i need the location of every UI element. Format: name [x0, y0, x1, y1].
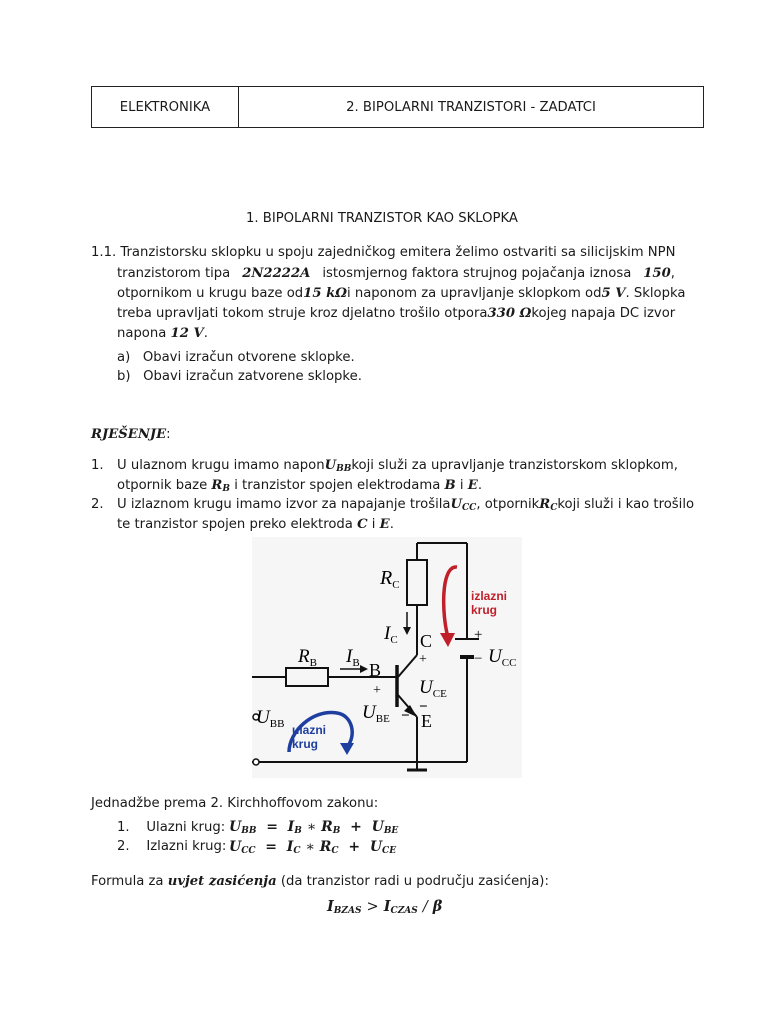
symbol-u: U — [450, 497, 462, 512]
formula-text: (da tranzistor radi u području zasićenja): — [280, 874, 549, 889]
solution-text: i — [459, 478, 464, 493]
ubb-value: 5 V — [601, 286, 626, 301]
list-number: 2. — [117, 839, 130, 854]
symbol-e: E — [467, 478, 478, 493]
symbol-e: E — [379, 517, 390, 532]
terminal-ubb-bottom — [253, 759, 259, 765]
label-izlazni-krug: krug — [471, 603, 498, 617]
solution-text: , otpornik — [476, 497, 540, 512]
header-title: 2. BIPOLARNI TRANZISTORI - ZADATCI — [346, 99, 596, 115]
label-ulazni: ulazni — [292, 723, 327, 737]
label-uce: $U_{CE}$ — [419, 677, 447, 700]
symbol-sub: BB — [336, 464, 352, 474]
header-subject: ELEKTRONIKA — [92, 87, 239, 127]
task-line-1 — [91, 245, 675, 260]
label-ucc: $U_{CC}$ — [488, 646, 517, 669]
solution-text: . — [477, 478, 483, 493]
solution-text: U ulaznom krugu imamo napon — [117, 458, 325, 473]
task-line-2: tranzistorom tipa 2N2222A istosmjernog faktora strujnog pojačanja iznosa 150, — [117, 266, 675, 281]
list-number: 2. — [91, 497, 104, 512]
label-ucc-minus: − — [474, 651, 483, 667]
task-text: tranzistorom tipa — [117, 266, 231, 281]
label-uce-minus: − — [419, 699, 428, 715]
solution-p1-text2 — [117, 478, 482, 494]
label-ube-plus: + — [373, 683, 381, 698]
label-ucc-plus: + — [474, 627, 483, 643]
task-text-1: Tranzistorsku sklopku u spoju zajedničkog emitera želimo ostvariti sa silicijskim NPN — [120, 245, 676, 260]
saturation-formula: $I_{BZAS} > I_{CZAS} / \beta$ — [327, 898, 443, 916]
task-number: 1.1. — [91, 245, 117, 260]
symbol-r: R — [211, 478, 223, 493]
symbol-sub: C — [550, 503, 558, 513]
task-text: . Sklopka — [625, 286, 686, 301]
rc-value: 330 Ω — [487, 306, 532, 321]
formula-intro — [91, 874, 549, 889]
task-line-5 — [117, 326, 208, 341]
task-text: napona — [117, 326, 167, 341]
label-uce-plus: + — [419, 652, 427, 667]
label-c: C — [420, 631, 433, 651]
label-rc: $R_C$ — [380, 567, 400, 591]
kirchhoff-intro: Jednadžbe prema 2. Kirchhoffovom zakonu: — [91, 796, 379, 811]
subtask-label: b) — [117, 369, 131, 384]
label-ib: $I_B$ — [346, 646, 360, 669]
equation-label: Izlazni krug: — [146, 839, 227, 854]
label-izlazni: izlazni — [471, 589, 508, 603]
header-table — [91, 86, 704, 128]
rb-value: 15 kΩ — [303, 286, 347, 301]
label-e: E — [421, 711, 432, 731]
equation-2 — [117, 839, 226, 854]
list-number: 1. — [91, 458, 104, 473]
solution-colon: : — [166, 427, 171, 442]
label-rb: $R_B$ — [298, 646, 317, 669]
symbol-b: B — [444, 478, 456, 493]
solution-text: koji služi za upravljanje tranzistorskom sklopkom, — [351, 458, 678, 473]
solution-heading: RJEŠENJE — [91, 427, 167, 442]
formula-text: Formula za — [91, 874, 164, 889]
task-text: i naponom za upravljanje sklopkom od — [347, 286, 602, 301]
equation-1-formula: $U_{BB} = I_B$ ∗ $R_B + U_{BE}$ — [229, 819, 399, 836]
solution-title — [91, 427, 171, 442]
label-ic: $I_C$ — [384, 623, 398, 646]
beta-value: 150 — [643, 266, 671, 281]
task-text: otpornikom u krugu baze od — [117, 286, 304, 301]
ucc-value: 12 V — [170, 326, 204, 341]
task-line-3 — [117, 286, 686, 301]
solution-text: otpornik baze — [117, 478, 208, 493]
task-text: treba upravljati tokom struje kroz djelatno trošilo otpora — [117, 306, 488, 321]
subtask-b — [117, 369, 362, 384]
equation-1 — [117, 820, 225, 835]
subtask-text: Obavi izračun zatvorene sklopke. — [143, 369, 362, 384]
subtask-a — [117, 350, 355, 365]
label-ulazni-krug: krug — [292, 737, 319, 751]
symbol-sub: B — [222, 484, 230, 494]
section-title: 1. BIPOLARNI TRANZISTOR KAO SKLOPKA — [246, 211, 518, 226]
symbol-u: U — [324, 458, 337, 473]
label-ube-minus: − — [401, 708, 410, 724]
solution-p2-text2 — [117, 517, 394, 532]
task-text: . — [203, 326, 208, 341]
label-b: B — [369, 660, 382, 680]
task-text: kojeg napaja DC izvor — [531, 306, 676, 321]
subtask-label: a) — [117, 350, 131, 365]
list-number: 1. — [117, 820, 130, 835]
transistor-type: 2N2222A — [242, 266, 311, 281]
solution-p2-text1 — [117, 497, 695, 513]
solution-text: U izlaznom krugu imamo izvor za napajanje trošila — [117, 497, 451, 512]
label-ubb: $U_{BB}$ — [256, 707, 285, 730]
solution-text: te tranzistor spojen preko elektroda — [117, 517, 353, 532]
solution-text: i tranzistor spojen elektrodama — [234, 478, 441, 493]
symbol-c: C — [357, 517, 368, 532]
formula-term: uvjet zasićenja — [167, 874, 277, 889]
equation-2-formula: $U_{CC} = I_C$ ∗ $R_C + U_{CE}$ — [229, 839, 397, 856]
task-text: istosmjernog faktora strujnog pojačanja iznosa — [322, 266, 632, 281]
symbol-r: R — [539, 497, 551, 512]
subtask-text: Obavi izračun otvorene sklopke. — [142, 350, 355, 365]
circuit-diagram — [252, 537, 522, 778]
solution-p1-text1 — [117, 458, 678, 474]
equation-label: Ulazni krug: — [146, 820, 226, 835]
label-ube: $U_{BE}$ — [362, 702, 390, 725]
solution-text: i — [371, 517, 376, 532]
task-line-4 — [117, 306, 675, 321]
symbol-sub: CC — [462, 503, 477, 513]
solution-text: koji služi i kao trošilo — [557, 497, 695, 512]
solution-p2-line1 — [91, 497, 104, 512]
solution-p1-line1 — [91, 458, 104, 473]
solution-text: . — [389, 517, 394, 532]
